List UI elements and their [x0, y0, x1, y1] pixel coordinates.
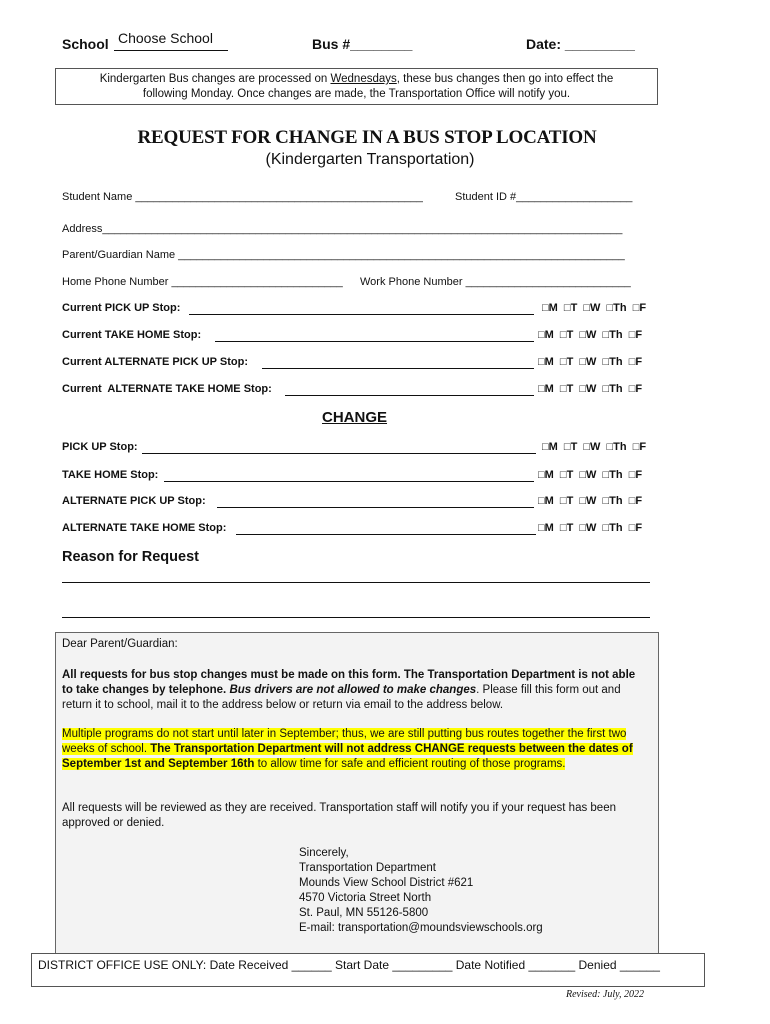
sign-line: St. Paul, MN 55126-5800 [299, 907, 429, 919]
current-alt-takehome-line[interactable] [285, 395, 534, 396]
current-takehome-days[interactable]: □M □T □W □Th □F [538, 329, 643, 341]
letter-p2-a: Multiple programs do not start until later in September; thus, we are still putting bus routes together the first two weeks of school. [62, 728, 627, 755]
notice-text-1: Kindergarten Bus changes are processed on [99, 73, 331, 85]
form-title: REQUEST FOR CHANGE IN A BUS STOP LOCATION [137, 127, 597, 148]
current-alt-pickup-line[interactable] [262, 368, 534, 369]
change-alt-takehome-label: ALTERNATE TAKE HOME Stop: [62, 522, 227, 534]
current-pickup-label: Current PICK UP Stop: [62, 302, 181, 314]
home-phone-field[interactable]: Home Phone Number ____________________________ [62, 276, 343, 288]
reason-line-2[interactable] [62, 617, 650, 618]
current-pickup-line[interactable] [189, 314, 534, 315]
current-pickup-days[interactable]: □M □T □W □Th □F [542, 302, 647, 314]
change-takehome-days[interactable]: □M □T □W □Th □F [538, 469, 643, 481]
reason-line-1[interactable] [62, 582, 650, 583]
current-takehome-label: Current TAKE HOME Stop: [62, 329, 202, 341]
school-underline [114, 50, 228, 51]
letter-paragraph-2 [62, 727, 652, 772]
student-name-field[interactable]: Student Name _______________________________________________ [62, 191, 423, 203]
letter-p1-bolditalic: Bus drivers are not allowed to make changes [229, 684, 477, 696]
letter-p2-bold: The Transportation Department will not address CHANGE requests between the dates of September 1st and September 16th [62, 743, 633, 770]
notice-text-2: , these bus changes then go into effect the [396, 73, 614, 85]
current-alt-takehome-label: Current ALTERNATE TAKE HOME Stop: [62, 383, 272, 395]
notice-text-3: following Monday. Once changes are made, the Transportation Office will notify you. [142, 88, 571, 100]
change-alt-takehome-days[interactable]: □M □T □W □Th □F [538, 522, 643, 534]
change-pickup-line[interactable] [142, 453, 536, 454]
letter-p1-rest: . Please fill this form out and return it to school, mail it to the address below or return via email to the address below. [62, 684, 621, 711]
work-phone-field[interactable]: Work Phone Number ___________________________ [360, 276, 631, 288]
letter-salutation: Dear Parent/Guardian: [62, 638, 178, 650]
sign-line: Transportation Department [299, 862, 437, 874]
school-select[interactable]: Choose School [118, 30, 213, 46]
address-field[interactable]: Address_____________________________________________________________________________________ [62, 223, 623, 235]
change-alt-takehome-line[interactable] [236, 534, 536, 535]
guardian-name-field[interactable]: Parent/Guardian Name _________________________________________________________________________ [62, 249, 625, 261]
sign-line: 4570 Victoria Street North [299, 892, 432, 904]
bus-number-field[interactable]: Bus #________ [312, 36, 413, 52]
sign-email[interactable]: E-mail: transportation@moundsviewschools.org [299, 922, 543, 934]
change-takehome-label: TAKE HOME Stop: [62, 469, 159, 481]
school-label: School [62, 36, 109, 52]
change-heading: CHANGE [322, 409, 388, 426]
letter-p1-bold: All requests for bus stop changes must be made on this form. The Transportation Department is not able to take changes by telephone. [62, 669, 636, 696]
letter-signature [299, 846, 543, 936]
district-office-use-box: DISTRICT OFFICE USE ONLY: Date Received ______ Start Date _________ Date Notified _______ Denied ______ [31, 953, 705, 987]
notice-box [55, 68, 658, 105]
change-pickup-label: PICK UP Stop: [62, 441, 138, 453]
letter-paragraph-3: All requests will be reviewed as they are received. Transportation staff will notify you if your request has been approved or denied. [62, 802, 616, 829]
sign-line: Sincerely, [299, 847, 349, 859]
form-subtitle: (Kindergarten Transportation) [265, 151, 475, 168]
current-alt-pickup-label: Current ALTERNATE PICK UP Stop: [62, 356, 248, 368]
notice-underlined: Wednesdays [330, 73, 397, 85]
student-id-field[interactable]: Student ID #___________________ [455, 191, 633, 203]
current-alt-pickup-days[interactable]: □M □T □W □Th □F [538, 356, 643, 368]
letter-paragraph-1 [62, 668, 644, 713]
sign-line: Mounds View School District #621 [299, 877, 474, 889]
change-alt-pickup-line[interactable] [217, 507, 534, 508]
change-alt-pickup-days[interactable]: □M □T □W □Th □F [538, 495, 643, 507]
change-takehome-line[interactable] [164, 481, 534, 482]
date-field[interactable]: Date: _________ [526, 36, 635, 52]
reason-heading: Reason for Request [62, 549, 199, 565]
change-pickup-days[interactable]: □M □T □W □Th □F [542, 441, 647, 453]
current-alt-takehome-days[interactable]: □M □T □W □Th □F [538, 383, 643, 395]
change-alt-pickup-label: ALTERNATE PICK UP Stop: [62, 495, 206, 507]
parent-letter-box [55, 632, 659, 955]
letter-p2-b: to allow time for safe and efficient routing of those programs. [257, 758, 566, 770]
revised-date: Revised: July, 2022 [566, 989, 645, 1000]
current-takehome-line[interactable] [215, 341, 534, 342]
